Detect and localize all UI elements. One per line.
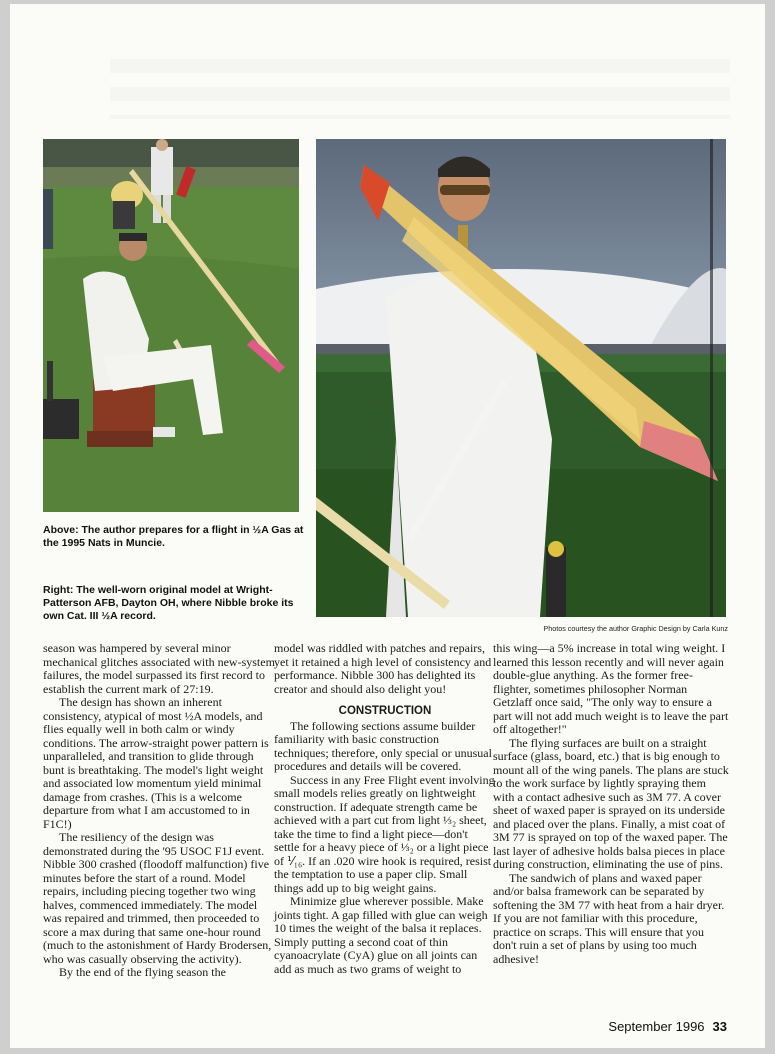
paragraph: season was hampered by several minor mechanical glitches associated with new-system failures, the model surpassed its first record to establish the current mark of 27:19. <box>43 641 275 696</box>
page-footer <box>520 1019 727 1034</box>
caption-above: Above: The author prepares for a flight in ½A Gas at the 1995 Nats in Muncie. <box>43 524 304 549</box>
paragraph: The sandwich of plans and waxed paper and/or balsa framework can be separated by softening the 3M 77 with heat from a hair dryer. If you are not familiar with this procedure, practice on scraps. This will ensure that you don't ruin a set of plans by using too much adhesive! <box>493 870 725 966</box>
paragraph: The following sections assume builder familiarity with basic construction techniques; therefore, only special or unusual procedures and details will be covered. <box>274 718 492 773</box>
text-column-3 <box>493 642 729 966</box>
photo-credit: Photos courtesy the author Graphic Design by Carla Kunz <box>543 624 728 633</box>
text-column-1 <box>43 642 275 980</box>
paragraph: this wing—a 5% increase in total wing weight. I learned this lesson recently and will never again double-glue anything. As the former free-flighter, sometimes philosopher Norman Getzlaff once said, "The only way to ensure a part will not add much weight is to leave the part off altogether!" <box>493 641 729 736</box>
paragraph: Minimize glue wherever possible. Make joints tight. A gap filled with glue can weigh 10 times the weight of the balsa it replaces. Simply putting a second coat of thin cyanoacrylate (CyA) glue on all joints can add as much as two grams of weight to <box>274 894 488 976</box>
paragraph: The design has shown an inherent consistency, atypical of most ½A models, and flies equally well in both calm or windy conditions. The arrow-straight power pattern is unparalleled, and transition to glide through bunt is breathtaking. The model's light weight and associated low momentum yield minimal damage from crashes. (This is a welcome departure from what I am accustomed to in F1C!) <box>43 695 269 831</box>
paragraph: The flying surfaces are built on a straight surface (glass, board, etc.) that is big enough to mount all of the wing panels. The plans are stuck to the work surface by lightly spraying them with a contact adhesive such as 3M 77. A cover sheet of waxed paper is sprayed on its underside and placed over the plans. Finally, a mist coat of 3M 77 is sprayed on top of the waxed paper. The last layer of adhesive holds balsa pieces in place during construction, eliminating the use of pins. <box>493 735 729 871</box>
paragraph: model was riddled with patches and repairs, yet it retained a high level of consistency and performance. Nibble 300 has delighted its creator and should also delight you! <box>274 641 492 696</box>
caption-right: Right: The well-worn original model at Wright-Patterson AFB, Dayton OH, where Nibble broke its own Cat. III ½A record. <box>43 584 294 622</box>
issue-date: September 1996 <box>608 1019 705 1034</box>
bleed-through-text <box>110 59 730 119</box>
text-column-2 <box>274 642 496 976</box>
paragraph: Success in any Free Flight event involving small models relies greatly on lightweight construction. If adequate strength came be achieved with a part cut from light ⅓₂ sheet, take the time to find a light piece—don't settle for a heavy piece of ⅓₂ or a light piece of ⅟₁₆. If an .020 wire hook is required, resist the temptation to use a paper clip. Small things add up to big weight gains. <box>274 772 495 895</box>
paragraph: By the end of the flying season the <box>59 965 226 979</box>
page-number: 33 <box>712 1019 727 1034</box>
section-heading: CONSTRUCTION <box>338 705 432 717</box>
photo-author-seated <box>43 139 299 512</box>
paragraph: The resiliency of the design was demonstrated during the '95 USOC F1J event. Nibble 300 crashed (floodoff malfunction) five minutes before the start of a round. Model repairs, including piecing together two wing halves, commenced immediately. The model was repaired and trimmed, then proceeded to score a max during that same one-hour round (much to the astonishment of Hardy Brodersen, who was casually observing the activity). <box>43 830 272 966</box>
photo-original-model <box>316 139 726 617</box>
